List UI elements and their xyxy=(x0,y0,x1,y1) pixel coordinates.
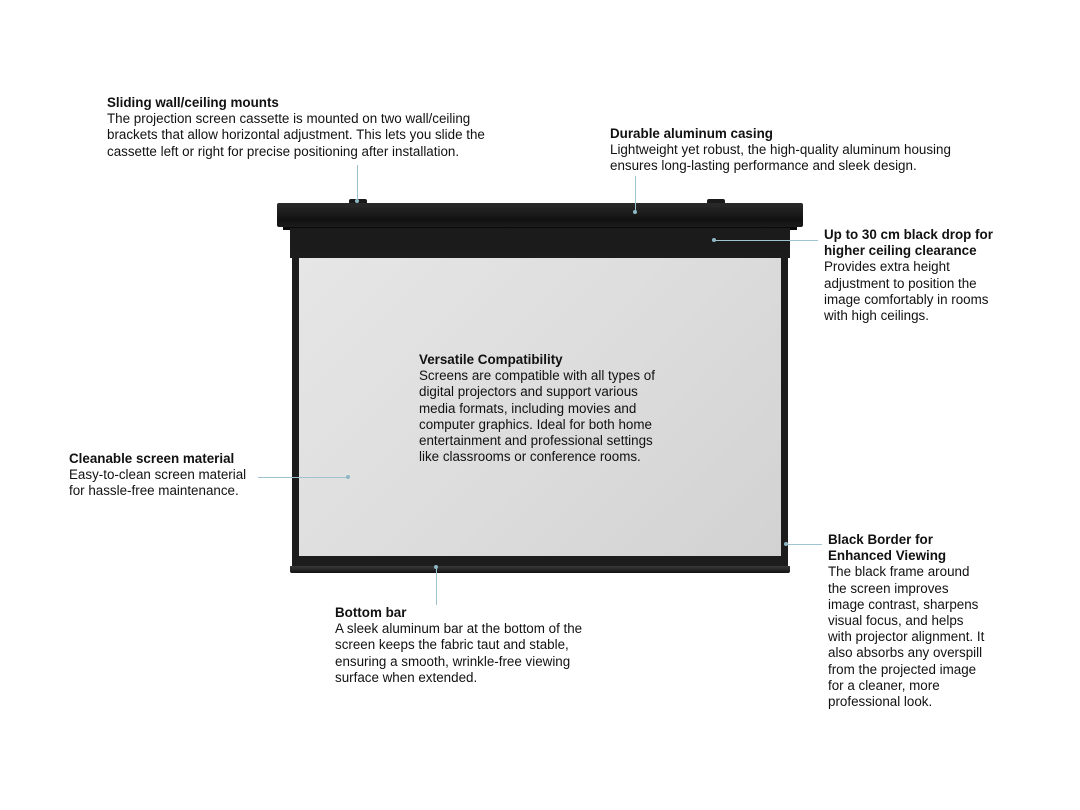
callout-desc: Easy-to-clean screen material for hassle-free maintenance. xyxy=(69,467,247,499)
mounts-leader-line xyxy=(357,165,358,201)
callout-title: Up to 30 cm black drop for higher ceiling clearance xyxy=(824,227,993,259)
callout-bottombar xyxy=(335,605,715,686)
callout-casing xyxy=(610,126,1010,175)
cleanable-leader-dot xyxy=(346,475,350,479)
callout-title: Durable aluminum casing xyxy=(610,126,773,141)
drop-leader-dot xyxy=(712,238,716,242)
border-leader-line xyxy=(786,544,822,545)
bottombar-leader-line xyxy=(436,567,437,605)
callout-title: Sliding wall/ceiling mounts xyxy=(107,95,279,110)
callout-desc: Lightweight yet robust, the high-quality aluminum housing ensures long-lasting performance and sleek design. xyxy=(610,142,951,174)
callout-border xyxy=(828,532,1063,710)
callout-desc: A sleek aluminum bar at the bottom of the screen keeps the fabric taut and stable, ensuring a smooth, wrinkle-free viewing surface when extended. xyxy=(335,621,583,685)
aluminum-casing xyxy=(277,203,803,227)
drop-leader-line xyxy=(714,240,818,241)
callout-desc: The black frame around the screen improves image contrast, sharpens visual focus, and helps with projector alignment. It also absorbs any overspill from the projected image for a cleaner, more professional look. xyxy=(828,564,985,710)
bottom-bar xyxy=(290,566,790,573)
border-leader-dot xyxy=(784,542,788,546)
callout-cleanable xyxy=(69,451,319,500)
callout-title: Black Border for Enhanced Viewing xyxy=(828,532,947,564)
callout-compatibility xyxy=(419,352,759,465)
callout-title: Versatile Compatibility xyxy=(419,352,563,367)
callout-drop xyxy=(824,227,1064,324)
callout-desc: Provides extra height adjustment to position the image comfortably in rooms with high ceilings. xyxy=(824,259,989,324)
callout-title: Cleanable screen material xyxy=(69,451,235,466)
callout-mounts xyxy=(107,95,527,160)
callout-desc: The projection screen cassette is mounted on two wall/ceiling brackets that allow horizontal adjustment. This lets you slide the cassette left or right for precise positioning after installation. xyxy=(107,111,485,159)
casing-leader-line xyxy=(635,176,636,212)
bottombar-leader-dot xyxy=(434,565,438,569)
mounts-leader-dot xyxy=(355,199,359,203)
callout-title: Bottom bar xyxy=(335,605,407,620)
callout-desc: Screens are compatible with all types of digital projectors and support various media formats, including movies and computer graphics. Ideal for both home entertainment and professional settings like classrooms or conference rooms. xyxy=(419,368,655,465)
casing-leader-dot xyxy=(633,210,637,214)
